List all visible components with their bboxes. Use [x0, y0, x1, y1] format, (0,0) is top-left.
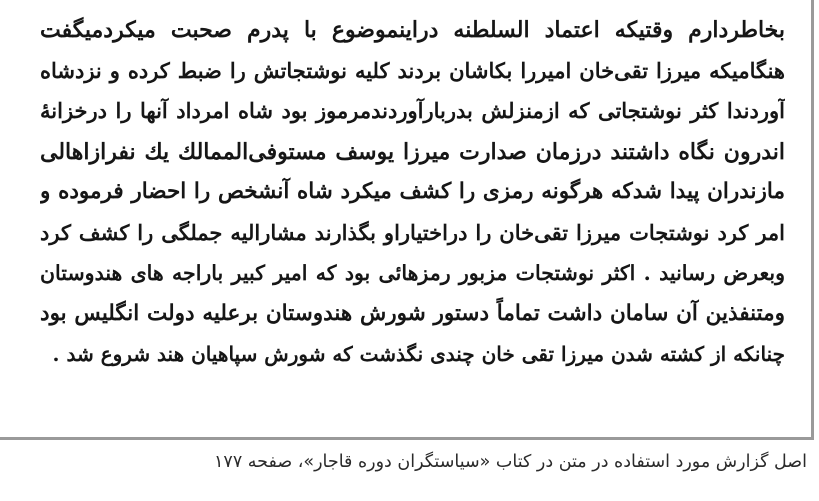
text-line-9: چنانکه از کشته شدن میرزا تقی خان چندی نگذشت که شورش سپاهیان هند شروع شد .: [52, 342, 785, 366]
text-line-6: امر کرد نوشتجات میرزا تقی‌خان را دراختیاراو بگذارند مشارالیه جملگی را کشف کرد: [40, 219, 785, 245]
text-line-1: بخاطردارم وقتیکه اعتماد السلطنه دراینموضوع با پدرم صحبت میکردمیگفت: [40, 17, 785, 43]
document-text: [40, 10, 785, 375]
source-caption: اصل گزارش مورد استفاده در متن در کتاب «سیاستگران دوره قاجار»، صفحه ۱۷۷: [214, 452, 807, 472]
text-line-8: ومتنفذین آن سامان داشت تماماً دستور شورش هندوستان برعلیه دولت انگلیس بود: [40, 300, 785, 326]
text-line-4: اندرون نگاه داشتند درزمان صدارت میرزا یوسف مستوفی‌الممالك یك نفرازاهالی: [40, 138, 785, 165]
text-line-2: هنگامیکه میرزا تقی‌خان امیررا بکاشان بردند کلیه نوشتجاتش را ضبط کرده و نزدشاه: [40, 57, 785, 83]
text-line-3: آوردندا کثر نوشتجاتی که ازمنزلش بدربارآوردندمرموز بود شاه امرداد آنها را درخزانهٔ: [40, 98, 785, 123]
text-line-7: وبعرض رسانید . اکثر نوشتجات مزبور رمزهائی بود که امیر کبیر باراجه های هندوستان: [40, 261, 785, 285]
text-line-5: مازندران پیدا شدكه هرگونه رمزی را کشف میکرد شاه آنشخص را احضار فرموده و: [40, 179, 785, 204]
